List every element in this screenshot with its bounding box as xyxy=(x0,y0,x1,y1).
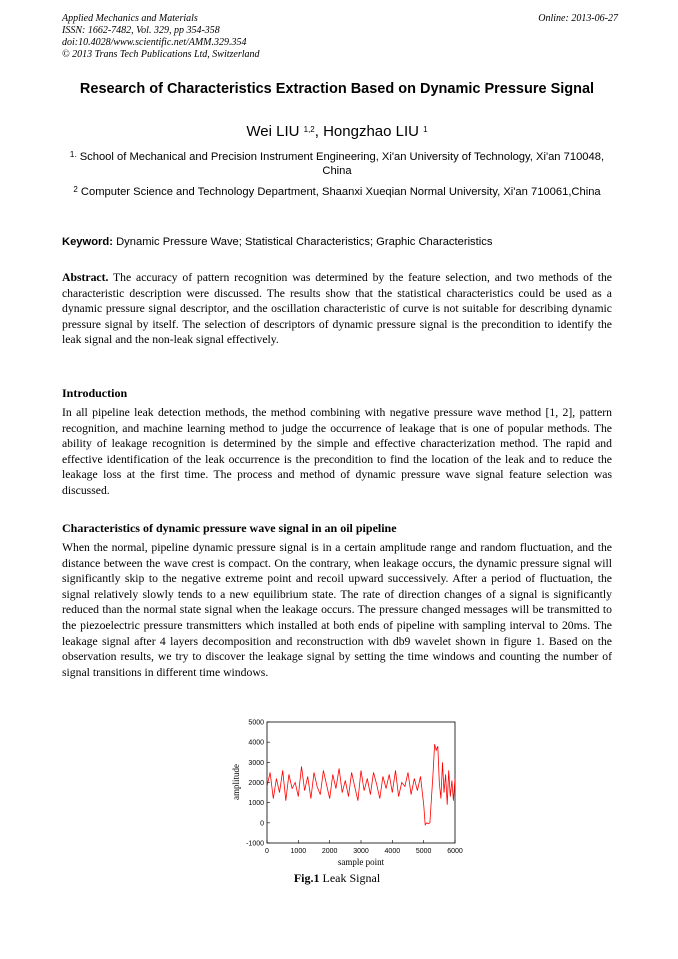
author-1-name: Wei LIU xyxy=(246,123,304,140)
x-tick-label: 2000 xyxy=(321,848,338,855)
x-tick-label: 4000 xyxy=(384,848,401,855)
affiliation-2-mark: 2 xyxy=(73,185,78,194)
abstract-text: The accuracy of pattern recognition was determined by the feature selection, and two methods of the characteristic description were discussed. The results show that the statistical characteristics could be used as a dynamic pressure signal descriptor, and the oscillation characteristic of curve is not suitable for describing dynamic pressure signal by itself. The selection of descriptors of dynamic pressure signal is the precondition to identify the leak signal and the non-leak signal effectively. xyxy=(62,271,612,347)
x-tick-label: 0 xyxy=(265,848,269,855)
author-1-affiliation-mark: 1,2 xyxy=(303,125,315,134)
x-tick-label: 1000 xyxy=(290,848,307,855)
keywords xyxy=(62,235,618,249)
x-tick-label: 6000 xyxy=(447,848,463,855)
figure-caption-label: Fig.1 xyxy=(293,871,320,885)
section-heading-characteristics: Characteristics of dynamic pressure wave signal in an oil pipeline xyxy=(62,521,397,535)
x-tick-label: 3000 xyxy=(353,848,369,855)
affiliation-2-text: Computer Science and Technology Department, Shaanxi Xueqian Normal University, Xi'an 710061,China xyxy=(80,186,601,198)
journal-header xyxy=(62,13,618,61)
journal-name: Applied Mechanics and Materials xyxy=(62,13,198,24)
affiliation-1 xyxy=(68,150,606,178)
affiliation-2 xyxy=(68,185,606,199)
y-tick-label: 0 xyxy=(260,820,264,828)
journal-issn: ISSN: 1662-7482, Vol. 329, pp 354-358 xyxy=(62,25,220,36)
figure-1 xyxy=(222,712,468,872)
author-line xyxy=(62,122,612,142)
abstract-label: Abstract. xyxy=(62,271,109,284)
author-2-affiliation-mark: 1 xyxy=(423,125,428,134)
characteristics-body: When the normal, pipeline dynamic pressure signal is in a certain amplitude range and random fluctuation, and the distance between the wave crest is compact. On the contrary, when leakage occurs, the dynamic pressure signal will significantly skip to the negative extreme point and recoil upward successively. After a period of fluctuation, the signal relatively slowly tends to a new equilibrium state. The rate of direction changes of a signal is significantly reduced than the normal state signal when the leakage occurs. The pressure changed messages will be transmitted to the piezoelectric pressure transmitters which installed at both ends of pipeline with sampling interval to 20ms. The leakage signal after 4 layers decomposition and reconstruction with db9 wavelet shown in figure 1. Based on the observation results, we try to discover the leakage signal by setting the time windows and counting the number of signal transitions in different time windows. xyxy=(62,541,612,679)
affiliation-1-text: School of Mechanical and Precision Instrument Engineering, Xi'an University of Technology, Xi'an 710048, China xyxy=(79,151,605,177)
x-tick-label: 5000 xyxy=(415,848,432,855)
figure-caption xyxy=(62,871,612,886)
y-tick-label: -1000 xyxy=(246,840,264,848)
author-separator: , xyxy=(314,123,324,140)
affiliation-1-mark: 1. xyxy=(69,150,77,159)
y-tick-label: 4000 xyxy=(248,739,264,747)
online-date: Online: 2013-06-27 xyxy=(538,13,618,24)
y-tick-label: 2000 xyxy=(248,780,264,787)
paper-title: Research of Characteristics Extraction Based on Dynamic Pressure Signal xyxy=(79,81,595,97)
y-tick-label: 1000 xyxy=(248,800,264,808)
section-heading-introduction: Introduction xyxy=(62,386,128,400)
x-axis-label: sample point xyxy=(337,857,385,867)
journal-copyright: © 2013 Trans Tech Publications Ltd, Switzerland xyxy=(62,49,260,60)
author-2-name: Hongzhao LIU xyxy=(323,123,424,140)
keyword-text: Dynamic Pressure Wave; Statistical Characteristics; Graphic Characteristics xyxy=(112,236,493,248)
figure-caption-text: Leak Signal xyxy=(319,871,381,885)
y-tick-label: 3000 xyxy=(248,759,264,767)
y-tick-label: 5000 xyxy=(248,719,264,727)
y-axis-label: amplitude xyxy=(231,764,241,800)
keyword-label: Keyword: xyxy=(62,236,113,248)
journal-doi[interactable]: doi:10.4028/www.scientific.net/AMM.329.354 xyxy=(62,37,247,48)
leak-signal-chart xyxy=(222,712,468,872)
abstract xyxy=(62,270,612,348)
introduction-body: In all pipeline leak detection methods, the method combining with negative pressure wave method [1, 2], pattern recognition, and machine learning method to judge the occurrence of leakage that is one of popular methods. The ability of leakage recognition is determined by the simple and effective characterization method. The rapid and effective identification of the leak occurrence is the precondition to find the location of the leak and to reduce the leakage loss at the first time. The process and method of dynamic pressure wave signal feature selection was discussed. xyxy=(62,406,612,497)
